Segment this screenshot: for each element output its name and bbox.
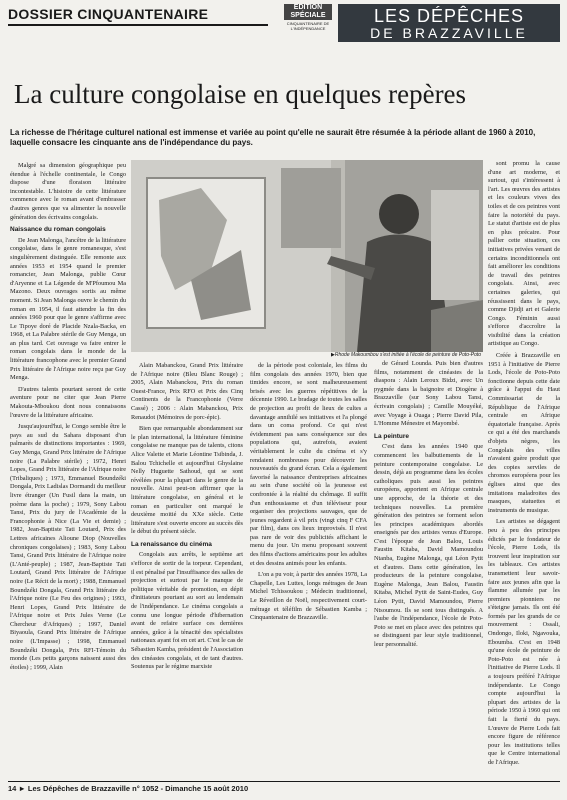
paragraph: Congolais aux arrêts, le septième art s'efforce de sortir de la torpeur. Cependant, il est pénalisé par l'insuffisance des salles de projection et surtout par le manque de politique véritable de promotion, en dépit d'initiateurs pourtant au sort au lendemain de l'indépendance. Le cinéma congolais a connu une longue période d'hibernation avant de refaire surface ces dernières années, grâce à la ténacité des spécialistes nationaux ayant foi en cet art. C'est le cas de Sébastien Kamba, président de l'Association des cinéastes congolais, et de tant d'autres. Soutenus par le régime marxiste: [131, 551, 243, 671]
paragraph: D'autres talents pourtant seront de cette aventure pour ne citer que Jean Pierre Makouta-Mboukou dont nous connaissons l'œuvre de la littérature africaine.: [10, 385, 126, 419]
paragraph: Créée à Brazzaville en 1951 à l'initiative de Pierre Lods, l'école de Poto-Poto fonctionne depuis cette date grâce à l'appui du Haut Commissariat de la République de l'Afrique centrale en Afrique équatoriale française. Après ce qui a été des marchands d'objets nègres, les Congolais des villes n'avaient guère produit que des copies serviles de chromos européens pour les églises ainsi que des imitations maladroites des masques, statuettes et instruments de musique.: [488, 352, 560, 514]
paragraph: de la période post coloniale, les films du film congolais des années 1970, bien que timides encore, se sont malheureusement brisés avec les guerres répétitives de la décennie 1990. Le bradage de toutes les salles de projection au profit de lieux de cultes a davantage annihilé ses initiatives et l'a plongé dans un coma profond. Ce qui n'est évidemment pas sans conséquence sur des populations qui, autrefois, avaient véritablement le culte du cinéma et s'y rendaient nombreuses pour découvrir les nouveautés du grand écran. Cela a également favorisé la naissance d'entreprises africaines au sein d'une société où la jeunesse est confrontée à la réalité du chômage. Il suffit d'un enthousiasme et d'un téléviseur pour organiser des projections sauvages, que de jeunes regardent à vil prix (vingt cinq F CFA par film), dans ces lieux improvisés. Il n'est pas rare de voir des publicités affichant le menu du jour. Un menu proposant souvent des films d'actions américains pour les adultes et des dessins animés pour les enfants.: [250, 362, 367, 567]
photo-caption: ▶ Rhode Makoumbou s'est initiée à l'école de peinture de Poto-Poto: [331, 352, 483, 359]
article-column-4: [374, 360, 483, 782]
article-column-3: [250, 362, 367, 782]
page-footer: 14 ► Les Dépêches de Brazzaville n° 1052 - Dimanche 15 août 2010: [8, 784, 249, 793]
special-edition-badge: [284, 4, 332, 34]
paragraph: sont promu la cause d'une art moderne, et surtout, qui s'intéressent à l'art. Les œuvres des artistes et les couleurs vives des toiles et de ces peintres vont faire la notoriété du pays. Le statut d'artiste est de plus en plus précaire. Pour pallier cette situation, ces initiatives privées venant de certains inconditionnels ont fait améliorer les conditions de travail des peintres congolais. Ainsi, avec certaines galeries, qui réussissent dans le pays, comme Djidji art et Galerie Congo. Féminin aussi s'efforce d'accroître la visibilité dans la création artistique au Congo.: [488, 160, 560, 348]
masthead-logo: [338, 4, 560, 42]
article-headline: La culture congolaise en quelques repères: [14, 79, 467, 109]
paragraph: Malgré sa dimension géographique peu étendue à l'échelle continentale, le Congo dispose d'une floraison littéraire incontestable. L'histoire de cette littérature commence avec le roman avant d'embrasser d'autres genres que va alimenter la nouvelle génération des écrivains congolais.: [10, 162, 126, 221]
article-column-2: [131, 362, 243, 782]
edition-special-label: SPÉCIALE: [284, 12, 332, 20]
edition-label: EDITION: [284, 4, 332, 12]
subheading: La peinture: [374, 432, 410, 440]
paragraph: C'est dans les années 1940 que commencent les balbutiements de la peinture contemporaine congolaise. Le dessin, déjà au programme dans les écoles catholiques puis aussi les peintres européens, apportent en Afrique centrale une approche, de la théorie et des techniques nouvelles. La première génération des peintres se forment selon les principes académiques abordés enseignés par des artistes venus d'Europe. C'est l'époque de Jean Balou, Louis Faustin Kitaba, David Mamoundou Ntanba, Eugène Malonga, qui Léon Pytit et d'autres. Dans cette génération, les producteurs de la peinture congolaise, Eugène Malonga, Jean Balou, Faustin Kitaba, Michel Pytit de Saint-Eudes, Guy Léon Pytit, David Mamoundou, Pierre Ntsoumou. Ils se sont tous distingués. A l'aube de l'indépendance, l'école de Poto-Poto se met en place avec des peintres qui se distinguent par leur style traditionnel, leur personnalité.: [374, 443, 483, 648]
paragraph: de Gérard Lounda. Puis bien d'autres films, notamment de cinéastes de la diaspora : Alain Leroux Bidzi, avec Un pygmée dans la baignoire et Diogène à Brazzaville (sur Sony Labou Tansi, écrivain congolais) ; Camille Mouyéké, avec Voyage à Ouaga ; Pierre David Pila, L'Homme Ménestre et Mayombé.: [374, 360, 483, 428]
paragraph: Bien que remarquable abondamment sur le plan international, la littérature féminine congolaise ne manque pas de talents, citons Alice Valette et Marie Léontine Tsibinda, J. Balou Tchichelle et aujourd'hui Ghyslaine Nelly Huguette Sathoud, qui se sont révélées pour la plupart dans le genre de la nouvelle. Ainsi peut-on affirmer que la littérature congolaise, en général et le roman en particulier ont marqué le deuxième moitié du XXe siècle. Cette littérature s'est ouverte encore au succès dès le début du présent siècle.: [131, 425, 243, 536]
masthead-line1: LES DÉPÊCHES: [373, 6, 525, 26]
section-title: DOSSIER CINQUANTENAIRE: [8, 6, 209, 22]
section-rule: [8, 24, 268, 26]
subheading: Naissance du roman congolais: [10, 226, 106, 234]
paragraph: L'on a pu voir, à partir des années 1978, La Chapelle, Les Luttes, longs métrages de Jean Michel Tchissoukou ; Médecin traditionnel, Le Réveillon de Noël, respectivement court-métrage et téléfilm de Sébastien Kamba ; Cinquantenaire de Brazzaville.: [250, 571, 367, 622]
paragraph: De Jean Malonga, l'ancêtre de la littérature congolaise, dans le genre romanesque, s'est singulièrement distinguée. Elle remonte aux années 1953 et 1954 quand le premier romancier, Jean Malonga, publie Cœur d'Aryenne et La Légende de M'Pfoumou Ma Mazono. Deux ouvrages sortis au même moment. Si Jean Malonga ouvre le chemin du roman en 1954, il faut attendre la fin des années 1960 pour que le genre s'affirme avec Le Tipoye doré de Placide Nzala-Backa, en 1968, et La Palabre stérile de Guy Menga, un an plus tard. Cet ouvrage va faire entrer le roman congolais dans le monde de la littérature francophone avec le premier Grand Prix littéraire de l'Afrique noire reçu par Guy Menga.: [10, 236, 126, 382]
paragraph: Alain Mabanckou, Grand Prix littéraire de l'Afrique noire (Bleu Blanc Rouge) ; 2005, Alain Mabanckou, Prix du roman Ouest-France, Prix RFO et Prix des Cinq Continents de la Francophonie (Verre Cassé) ; 2006 : Alain Mabanckou, Prix Renaudot (Mémoires de porc-épic).: [131, 362, 243, 421]
paragraph: Jusqu'aujourd'hui, le Congo semble être le pays au sud du Sahara disposant d'un palmarès de distinctions importantes : 1969, Guy Menga, Grand Prix littéraire de l'Afrique noire (La Palabre stérile) ; 1972, Henri Lopes, Grand Prix littéraire de l'Afrique noire (Tribaliques) ; 1973, Emmanuel Boundzéki Dongala, Prix Ladislas Dormandi du meilleur livre étranger (Un Fusil dans la main, un poème dans la poche) ; 1979, Sony Labou Tansi, Prix du jury de l'Académie de la Francophonie à Nice (La Vie et demie) ; 1982, Jean-Baptiste Tati Loutard, Prix des Lettres africaines Alioune Diop (Nouvelles chroniques congolaises) ; 1983, Sony Labou Tansi, Grand Prix littéraire de l'Afrique noire (L'Anté-peuple) ; 1987, Jean-Baptiste Tati Loutard, Grand Prix littéraire de l'Afrique noire (Le Récit de la mort) ; 1988, Emmanuel Boundzéki Dongala, Grand Prix littéraire de l'Afrique noire (Le Feu des origines) ; 1993, Henri Lopes, Grand Prix littéraire de l'Afrique noire et Prix Jules Verne (Le Chercheur d'Afriques) ; 1997, Daniel Biyaoula, Grand Prix littéraire de l'Afrique noire (L'Impasse) ; 1998, Emmanuel Boundzéki Dongala, Prix RFI-Témoin du monde (Les petits garçons naissent aussi des étoiles) ; 1999, Alain: [10, 423, 126, 671]
article-standfirst: La richesse de l'héritage culturel national est immense et variée au point qu'elle ne saurait être résumée à la période allant de 1960 à 2010, laquelle consacre les cinquante ans de l'indépendance du pays.: [10, 128, 536, 147]
subheading: La renaissance du cinéma: [131, 540, 212, 548]
edition-subtitle: CINQUANTENAIRE DE L'INDÉPENDANCE: [286, 21, 330, 31]
masthead-line2: DE BRAZZAVILLE: [370, 25, 528, 41]
article-column-1: [10, 162, 126, 782]
article-column-5: [488, 160, 560, 782]
painter-photo-illustration: [131, 160, 483, 352]
article-photo: [131, 160, 483, 352]
paragraph: Les artistes se dégagent peu à peu des principes édictés par le fondateur de l'école, Pierre Lods, ils trouvent leur inspiration sur les tableaux. Ces artistes transmettent leur savoir-faire aux jeunes afin que la flamme allumée par les premiers pionniers ne s'éteigne jamais. Ils ont été formés par les grands de ce mouvement : Ossali, Ondongo, Iloki, Ngavouka, Eboumba. C'est en 1948 qu'une école de peinture de Poto-Poto est née à l'initiative de Pierre Lods. Il a toujours préféré l'Afrique indépendante. Le Congo compte aujourd'hui la plupart des artistes de la période 1950 à 1960 qui ont fait la fierté du pays. L'œuvre de Pierre Lods fait encore figure de référence pour les institutions telles que le Centre international de l'Afrique.: [488, 518, 560, 766]
footer-rule: [8, 781, 560, 782]
